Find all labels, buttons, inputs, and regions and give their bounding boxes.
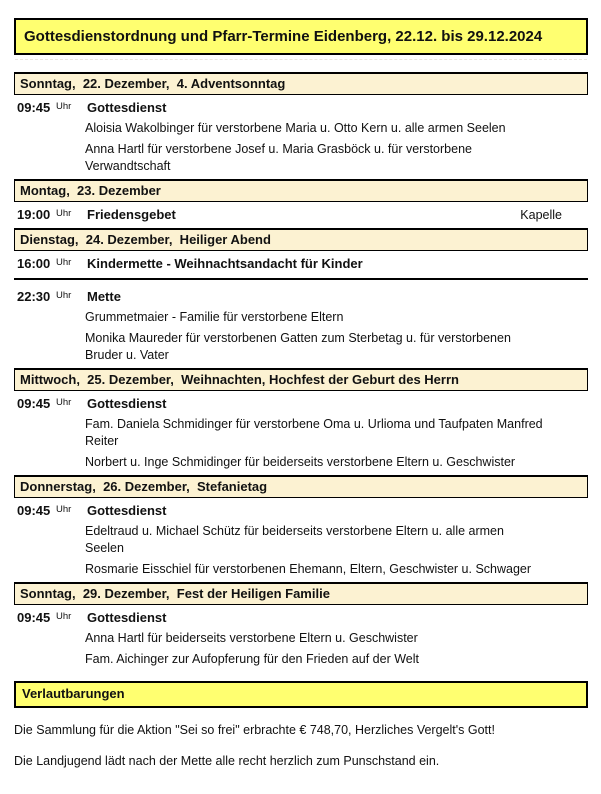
uhr-label: Uhr [56,101,72,112]
event-time: 16:00 [17,256,51,271]
section-header: Donnerstag, 26. Dezember, Stefanietag [14,475,588,498]
uhr-label: Uhr [56,257,72,268]
intention-text: Fam. Daniela Schmidinger für verstorbene Oma u. Urlioma und Taufpaten Manfred Reiter [85,417,543,448]
section-mittwoch-25 [14,368,588,471]
intentions [85,416,588,471]
event-title: Gottesdienst [87,503,167,518]
event-location: Kapelle [520,208,562,222]
intention-text: Aloisia Wakolbinger für verstorbene Maria u. Otto Kern u. alle armen Seelen [85,121,506,135]
uhr-label: Uhr [56,504,72,515]
event [14,282,588,364]
event-time: 19:00 [17,207,51,222]
event-row [14,95,588,119]
intention-text: Anna Hartl für beiderseits verstorbene Eltern u. Geschwister [85,631,418,645]
uhr-label: Uhr [56,208,72,219]
event-time: 09:45 [17,100,51,115]
event-title: Friedensgebet [87,207,176,222]
event-time: 09:45 [17,610,51,625]
event [14,202,588,226]
event-time: 22:30 [17,289,51,304]
section-donnerstag-26 [14,475,588,578]
section-sonntag-22 [14,72,588,175]
page-title: Gottesdienstordnung und Pfarr-Termine Eidenberg, 22.12. bis 29.12.2024 [14,18,588,55]
intentions [85,630,588,668]
intention-text: Fam. Aichinger zur Aufopferung für den Frieden auf der Welt [85,652,419,666]
intention-text: Monika Maureder für verstorbenen Gatten zum Sterbetag u. für verstorbenen Bruder u. Vater [85,331,511,362]
event-row [14,391,588,415]
event-title: Gottesdienst [87,100,167,115]
event-title: Gottesdienst [87,610,167,625]
intention-text: Anna Hartl für verstorbene Josef u. Maria Grasböck u. für verstorbene Verwandtschaft [85,142,472,173]
section-header: Montag, 23. Dezember [14,179,588,202]
event [14,95,588,175]
event [14,251,588,275]
section-header: Sonntag, 22. Dezember, 4. Adventsonntag [14,72,588,95]
intentions [85,120,588,175]
event-divider [14,278,588,280]
spacer [14,60,588,72]
event-title: Gottesdienst [87,396,167,411]
intentions [85,309,588,364]
event-row [14,605,588,629]
intention-text: Edeltraud u. Michael Schütz für beiderseits verstorbene Eltern u. alle armen Seelen [85,524,504,555]
event-time: 09:45 [17,503,51,518]
intention-text: Grummetmaier - Familie für verstorbene Eltern [85,310,344,324]
announcement-text: Die Sammlung für die Aktion "Sei so frei" erbrachte € 748,70, Herzliches Vergelt's Gott! [14,723,495,737]
section-header: Sonntag, 29. Dezember, Fest der Heiligen Familie [14,582,588,605]
section-sonntag-29 [14,582,588,668]
announcements-header: Verlautbarungen [14,681,588,708]
event [14,391,588,471]
event-row [14,498,588,522]
intention-text: Rosmarie Eisschiel für verstorbenen Ehemann, Eltern, Geschwister u. Schwager [85,562,532,576]
section-header: Dienstag, 24. Dezember, Heiliger Abend [14,228,588,251]
event [14,498,588,578]
uhr-label: Uhr [56,611,72,622]
announcement-text: Die Landjugend lädt nach der Mette alle recht herzlich zum Punschstand ein. [14,754,440,768]
event-time: 09:45 [17,396,51,411]
uhr-label: Uhr [56,397,72,408]
event-title: Kindermette - Weihnachtsandacht für Kinder [87,256,363,271]
event [14,605,588,668]
section-header: Mittwoch, 25. Dezember, Weihnachten, Hochfest der Geburt des Herrn [14,368,588,391]
event-row [14,251,588,275]
section-montag-23 [14,179,588,226]
intention-text: Norbert u. Inge Schmidinger für beiderseits verstorbene Eltern u. Geschwister [85,455,516,469]
event-title: Mette [87,289,121,304]
uhr-label: Uhr [56,290,72,301]
event-row [14,202,588,226]
event-row [14,284,588,308]
section-dienstag-24 [14,228,588,364]
intentions [85,523,588,578]
